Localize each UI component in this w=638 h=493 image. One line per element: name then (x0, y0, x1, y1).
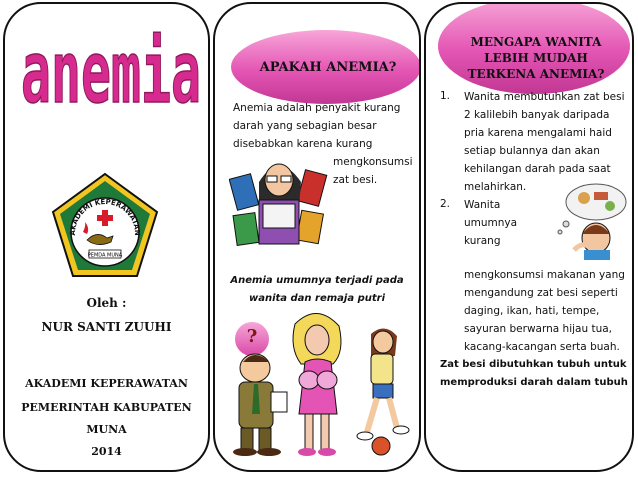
definition-line-1: Anemia adalah penyakit kurang (233, 102, 401, 114)
reason-panel (424, 2, 634, 472)
item-1-line-4: setiap bulannya dan akan (464, 145, 600, 157)
note-line-1: Anemia umumnya terjadi pada (230, 275, 404, 286)
cover-panel (3, 2, 210, 472)
logo-ring-text: AKADEMI KEPERAWATAN (68, 197, 142, 236)
author-name: NUR SANTI ZUUHI (41, 320, 172, 334)
definition-line-2: darah yang sebagian besar (233, 120, 377, 132)
item-1-line-1: Wanita membutuhkan zat besi (464, 91, 625, 103)
reason-title-line-2: LEBIH MUDAH (484, 51, 588, 65)
thinking-person-illustration (544, 180, 630, 260)
item-2-number: 2. (440, 198, 451, 210)
people-illustration (221, 304, 419, 468)
institution-logo (49, 172, 161, 280)
definition-line-5: zat besi. (333, 174, 378, 186)
item-2-cont-4: sayuran berwarna hijau tua, (464, 323, 612, 335)
reason-title-line-3: TERKENA ANEMIA? (467, 67, 605, 81)
brochure-title (19, 18, 204, 118)
institution-line-3: MUNA (86, 423, 127, 436)
item-2-line-3: kurang (464, 235, 501, 247)
definition-line-4: mengkonsumsi (333, 156, 413, 168)
item-1-line-2: 2 kalilebih banyak daripada (464, 109, 610, 121)
reason-title-line-1: MENGAPA WANITA (470, 35, 602, 49)
institution-line-2: PEMERINTAH KABUPATEN (21, 401, 192, 414)
footer-line-2: memproduksi darah dalam tubuh (440, 377, 628, 388)
note-line-2: wanita dan remaja putri (248, 293, 385, 304)
author-label: Oleh : (86, 296, 127, 310)
question-mark: ? (246, 326, 258, 347)
reading-woman-illustration (229, 146, 329, 254)
year: 2014 (91, 445, 122, 458)
item-2-cont-5: kacang-kacangan serta buah. (464, 341, 620, 353)
item-1-line-6: melahirkan. (464, 181, 527, 193)
item-2-cont-1: mengkonsumsi makanan yang (464, 269, 625, 281)
item-2-line-1: Wanita (464, 199, 501, 211)
item-1-line-3: pria karena mengalami haid (464, 127, 612, 139)
panel2-title: APAKAH ANEMIA? (259, 60, 397, 75)
item-1-line-5: kehilangan darah pada saat (464, 163, 611, 175)
definition-panel (213, 2, 421, 472)
institution-line-1: AKADEMI KEPERAWATAN (25, 377, 188, 390)
item-1-number: 1. (440, 90, 451, 102)
logo-banner-text: PEMDA MUNA (87, 252, 123, 259)
item-2-line-2: umumnya (464, 217, 518, 229)
definition-line-3: disebabkan karena kurang (233, 138, 373, 150)
item-2-cont-3: daging, ikan, hati, tempe, (464, 305, 600, 317)
item-2-cont-2: mengandung zat besi seperti (464, 287, 618, 299)
footer-line-1: Zat besi dibutuhkan tubuh untuk (440, 359, 627, 370)
title-text: anemia (21, 23, 202, 118)
